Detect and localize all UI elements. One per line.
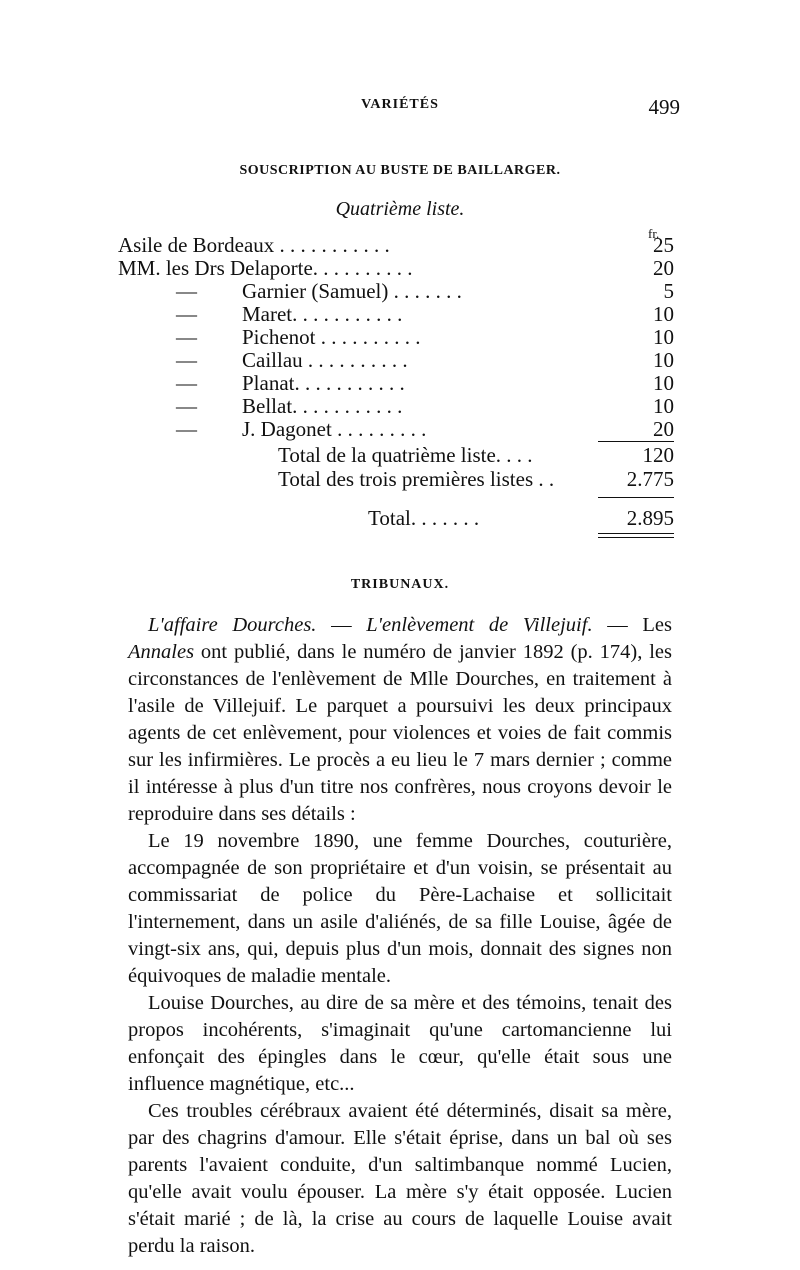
list-item: [118, 395, 674, 417]
list-item: [118, 349, 674, 371]
entry-amount: 25: [653, 233, 674, 257]
list-item: [118, 234, 674, 256]
total-first-three-amount: 2.775: [626, 467, 674, 491]
entry-amount: 20: [653, 417, 674, 441]
entry-amount: 10: [653, 371, 674, 395]
section-title: TRIBUNAUX.: [350, 577, 450, 592]
list-title: Quatrième liste.: [335, 198, 465, 220]
total-first-three-row: [118, 468, 674, 490]
paragraph-text: — Les: [592, 614, 673, 636]
sum-rule: [598, 497, 674, 498]
article-subheading: L'enlèvement de Villejuif.: [366, 614, 593, 636]
sum-rule: [598, 441, 674, 442]
entry-amount: 5: [663, 279, 674, 303]
ditto-dash: —: [176, 279, 197, 303]
page-header: [120, 95, 680, 119]
total-fourth-row: [118, 444, 674, 466]
list-item: [118, 326, 674, 348]
currency-label: fr.: [648, 226, 660, 241]
total-first-three-label: Total des trois premières listes . .: [278, 467, 555, 491]
entry-amount: 10: [653, 302, 674, 326]
list-item: [118, 372, 674, 394]
entry-amount: 10: [653, 394, 674, 418]
grand-total-amount: 2.895: [626, 506, 674, 530]
entry-name: Maret. . . . . . . . . . .: [242, 302, 403, 326]
page-number: 499: [648, 95, 680, 119]
ditto-dash: —: [176, 325, 197, 349]
double-rule-top: [598, 533, 674, 534]
ditto-dash: —: [176, 394, 197, 418]
ditto-dash: —: [176, 348, 197, 372]
heading-separator: —: [316, 614, 367, 636]
entry-amount: 10: [653, 325, 674, 349]
paragraph: [128, 612, 672, 828]
list-item: [118, 303, 674, 325]
entry-name: Bellat. . . . . . . . . . .: [242, 394, 403, 418]
entry-name: Planat. . . . . . . . . . .: [242, 371, 405, 395]
article-heading: L'affaire Dourches.: [148, 614, 317, 636]
paragraph-text: ont publié, dans le numéro de janvier 1892 (p. 174), les circonstances de l'enlèvement de Mlle Dourches, en traitement à l'asile de Villejuif. Le parquet a poursuivi les deux principaux agents de cet enlèvement, pour violences et voies de fait commis sur les infirmières. Le procès a eu lieu le 7 mars dernier ; comme il intéresse à plus d'un titre nos confrères, nous croyons devoir le reproduire dans ses détails :: [128, 641, 672, 825]
entry-name: J. Dagonet . . . . . . . . .: [242, 417, 427, 441]
total-fourth-label: Total de la quatrième liste. . . .: [278, 443, 533, 467]
running-title: VARIÉTÉS: [361, 97, 439, 112]
paragraph: Louise Dourches, au dire de sa mère et des témoins, tenait des propos incohérents, s'imaginait qu'une cartomancienne lui enfonçait des épingles dans le cœur, qu'elle était sous une influence magnétique, etc...: [128, 992, 672, 1095]
entry-name: Garnier (Samuel) . . . . . . .: [242, 279, 462, 303]
ditto-dash: —: [176, 302, 197, 326]
ditto-dash: —: [176, 417, 197, 441]
subscription-title: SOUSCRIPTION AU BUSTE DE BAILLARGER.: [239, 163, 561, 178]
paragraph: Ces troubles cérébraux avaient été déterminés, disait sa mère, par des chagrins d'amour. Elle s'était éprise, dans un bal où ses parents l'avaient conduite, d'un saltimbanque nommé Lucien, qu'elle avait voulu épouser. La mère s'y était opposée. Lucien s'était marié ; de là, la crise au cours de laquelle Louise avait perdu la raison.: [128, 1100, 672, 1257]
entry-amount: 10: [653, 348, 674, 372]
double-rule-bottom: [598, 537, 674, 538]
entry-name: MM. les Drs Delaporte. . . . . . . . . .: [118, 256, 413, 280]
journal-title: Annales: [128, 641, 195, 663]
list-item: [118, 257, 674, 279]
entry-name: Asile de Bordeaux . . . . . . . . . . .: [118, 233, 390, 257]
total-fourth-amount: 120: [642, 443, 674, 467]
article-body: [128, 612, 672, 1260]
list-item: [118, 418, 674, 440]
paragraph: Le 19 novembre 1890, une femme Dourches, couturière, accompagnée de son propriétaire et d'un voisin, se présentait au commissariat de police du Père-Lachaise et sollicitait l'internement, dans un asile d'aliénés, de sa fille Louise, âgée de vingt-six ans, qui, depuis plus d'un mois, donnait des signes non équivoques de maladie mentale.: [128, 830, 672, 987]
entry-amount: 20: [653, 256, 674, 280]
entry-name: Pichenot . . . . . . . . . .: [242, 325, 421, 349]
entry-name: Caillau . . . . . . . . . .: [242, 348, 408, 372]
list-item: [118, 280, 674, 302]
grand-total-label: Total. . . . . . .: [368, 506, 480, 530]
ditto-dash: —: [176, 371, 197, 395]
grand-total-row: [118, 507, 674, 529]
